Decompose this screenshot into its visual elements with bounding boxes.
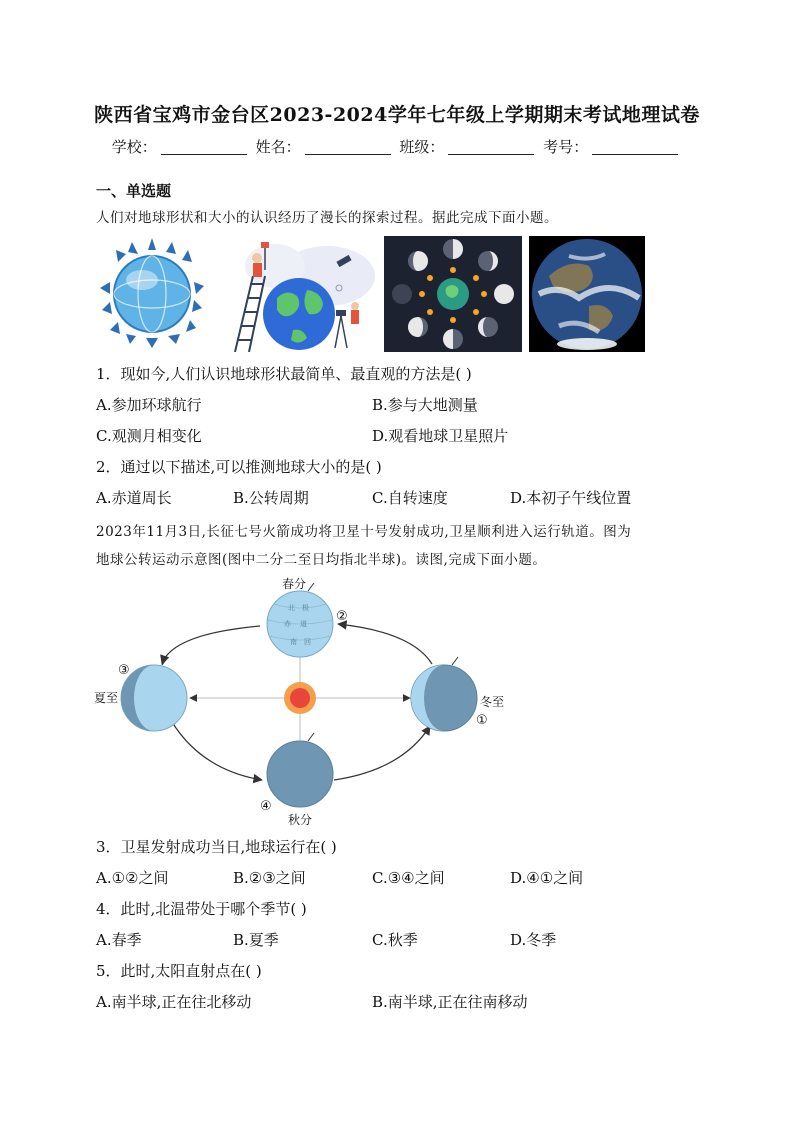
- earth-spring: [267, 591, 333, 657]
- orbit-arc-4: [338, 624, 432, 664]
- q4-option-d[interactable]: D.冬季: [510, 931, 557, 949]
- school-label: 学校：: [111, 138, 157, 156]
- label-spring: 春分: [282, 577, 307, 591]
- intro-text-2-line1: 2023年11月3日,长征七号火箭成功将卫星十号发射成功,卫星顺利进入运行轨道。图为: [96, 524, 632, 540]
- page-title: 陕西省宝鸡市金台区2023-2024学年七年级上学期期末考试地理试卷: [94, 104, 700, 126]
- orbit-diagram: [92, 574, 512, 830]
- label-n3: ③: [118, 663, 130, 678]
- q2-option-a[interactable]: A.赤道周长: [96, 489, 172, 507]
- label-summer: 夏至: [94, 691, 119, 705]
- name-blank[interactable]: [305, 142, 391, 155]
- intro-text-1: 人们对地球形状和大小的认识经历了漫长的探索过程。据此完成下面小题。: [96, 210, 558, 226]
- q3-option-a[interactable]: A.①②之间: [96, 869, 169, 887]
- sun-icon: [284, 682, 316, 714]
- intro-text-2-line2: 地球公转运动示意图(图中二分二至日均指北半球)。读图,完成下面小题。: [96, 552, 547, 568]
- question-4-stem: 4．此时,北温带处于哪个季节( ): [96, 900, 307, 918]
- number-blank[interactable]: [592, 142, 678, 155]
- q1-option-b[interactable]: B.参与大地测量: [372, 396, 478, 414]
- label-autumn: 秋分: [288, 813, 313, 827]
- moon-phases-image: [384, 236, 522, 352]
- section-heading: 一、单选题: [96, 182, 172, 200]
- label-n1: ①: [476, 713, 488, 728]
- q3-option-b[interactable]: B.②③之间: [233, 869, 306, 887]
- class-blank[interactable]: [448, 142, 534, 155]
- svg-text:南: 南: [290, 638, 297, 646]
- q5-option-b[interactable]: B.南半球,正在往南移动: [372, 993, 528, 1011]
- earth-winter: [411, 665, 477, 731]
- student-info-line: [0, 136, 794, 157]
- svg-text:回: 回: [304, 638, 311, 646]
- q2-option-c[interactable]: C.自转速度: [372, 489, 448, 507]
- school-blank[interactable]: [161, 142, 247, 155]
- svg-text:道: 道: [300, 620, 307, 628]
- q3-option-d[interactable]: D.④①之间: [510, 869, 584, 887]
- earth-autumn: [267, 741, 333, 807]
- q4-option-b[interactable]: B.夏季: [233, 931, 279, 949]
- name-label: 姓名：: [255, 138, 301, 156]
- label-winter: 冬至: [480, 695, 505, 709]
- q4-option-c[interactable]: C.秋季: [372, 931, 418, 949]
- label-n2: ②: [336, 609, 348, 624]
- q2-option-d[interactable]: D.本初子午线位置: [510, 489, 632, 507]
- svg-text:赤: 赤: [284, 620, 291, 628]
- orbit-arc-2: [172, 722, 262, 780]
- q1-option-c[interactable]: C.观测月相变化: [96, 427, 202, 445]
- question-2-stem: 2．通过以下描述,可以推测地球大小的是( ): [96, 458, 382, 476]
- orbit-arc-3: [334, 726, 430, 780]
- question-1-stem: 1．现如今,人们认识地球形状最简单、最直观的方法是( ): [96, 365, 472, 383]
- q4-option-a[interactable]: A.春季: [96, 931, 142, 949]
- surveyors-image: [215, 236, 377, 352]
- q2-option-b[interactable]: B.公转周期: [233, 489, 309, 507]
- globe-ships-image: [96, 236, 208, 352]
- q5-option-a[interactable]: A.南半球,正在往北移动: [96, 993, 252, 1011]
- q1-option-d[interactable]: D.观看地球卫星照片: [372, 427, 509, 445]
- orbit-arc-1: [162, 626, 260, 664]
- svg-text:极: 极: [302, 604, 309, 612]
- earth-summer: [121, 665, 187, 731]
- q3-option-c[interactable]: C.③④之间: [372, 869, 445, 887]
- svg-text:北: 北: [288, 604, 295, 612]
- earth-photo-image: [529, 236, 645, 352]
- label-n4: ④: [260, 799, 272, 814]
- number-label: 考号：: [543, 138, 589, 156]
- q1-option-a[interactable]: A.参加环球航行: [96, 396, 202, 414]
- class-label: 班级：: [399, 138, 445, 156]
- question-5-stem: 5．此时,太阳直射点在( ): [96, 962, 262, 980]
- question-3-stem: 3．卫星发射成功当日,地球运行在( ): [96, 838, 337, 856]
